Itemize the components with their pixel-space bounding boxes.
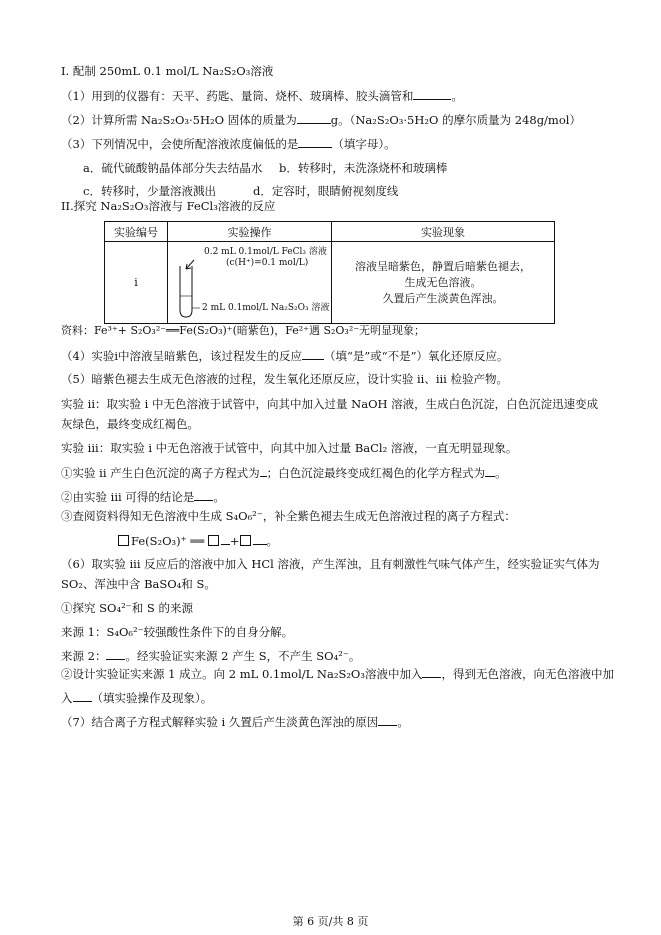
sub-question-6-2-text: ②设计实验证实来源 1 成立。向 2 mL 0.1mol/L Na₂S₂O₃溶液中加入	[61, 667, 423, 681]
option-d: d．定容时，眼睛俯视刻度线	[253, 184, 399, 198]
question-7-text: （7）结合离子方程式解释实验 i 久置后产生淡黄色浑浊的原因	[61, 715, 379, 729]
phenomenon-line: 久置后产生淡黄色浑浊。	[382, 291, 504, 305]
sub-question-6-2	[61, 665, 614, 682]
answer-blank[interactable]	[106, 647, 125, 660]
question-6-line-1: （6）取实验 iii 反应后的溶液中加入 HCl 溶液，产生浑浊，且有刺激性气味气体产生，经实验证实气体为	[61, 557, 600, 571]
option-b: b．转移时，未洗涤烧杯和玻璃棒	[279, 161, 448, 175]
answer-blank[interactable]	[297, 111, 331, 124]
sub-question-1-mid: ；白色沉淀最终变成红褐色的化学方程式为	[266, 466, 486, 480]
answer-blank[interactable]	[378, 713, 397, 726]
ion-equation	[118, 532, 278, 549]
reagent-top-acidity: (c(H⁺)=0.1 mol/L)	[226, 258, 309, 268]
question-7	[61, 713, 409, 730]
question-2	[61, 111, 581, 128]
continuation-text: 入	[61, 691, 73, 705]
page-footer: 第 6 页/共 8 页	[292, 915, 369, 928]
sub-question-1-text: ①实验 ii 产生白色沉淀的离子方程式为	[61, 466, 260, 480]
question-1: （1）用到的仪器有：天平、药匙、量筒、烧杯、玻璃棒、胶头滴管和 。	[61, 89, 463, 103]
answer-blank[interactable]	[413, 87, 451, 100]
option-a: a．硫代硫酸钠晶体部分失去结晶水	[83, 161, 263, 175]
reference-info: 资料：Fe³⁺+ S₂O₃²⁻══Fe(S₂O₃)⁺(暗紫色)，Fe²⁺遇 S₂O₃²⁻无明显现象；	[61, 324, 426, 337]
question-5: （5）暗紫色褪去生成无色溶液的过程，发生氧化还原反应，设计实验 ii、iii 检验产物。	[61, 372, 509, 386]
option-c: c．转移时，少量溶液溅出	[83, 184, 216, 198]
answer-blank[interactable]	[73, 689, 92, 702]
experiment-2-line-1: 实验 ii：取实验 i 中无色溶液于试管中，向其中加入过量 NaOH 溶液，生成白色沉淀，白色沉淀迅速变成	[61, 397, 599, 411]
answer-blank[interactable]	[485, 464, 495, 477]
table-header: 实验操作	[168, 222, 332, 242]
source-2	[61, 647, 360, 664]
sub-question-6-2-tail: ，得到无色溶液，向无色溶液中加	[441, 667, 614, 681]
sub-question-6-2-continued	[61, 689, 212, 706]
experiment-operation-cell	[168, 242, 332, 324]
sub-question-3: ③查阅资料得知无色溶液中生成 S₄O₆²⁻，补全紫色褪去生成无色溶液过程的离子方程式：	[61, 509, 516, 523]
equation-left: Fe(S₂O₃)⁺ ══	[131, 534, 205, 548]
sub-question-2	[61, 488, 225, 505]
sub-question-6-1: ①探究 SO₄²⁻和 S 的来源	[61, 601, 193, 615]
answer-blank[interactable]	[260, 464, 267, 477]
question-2-tail: g。（Na₂S₂O₃·5H₂O 的摩尔质量为 248g/mol）	[330, 113, 581, 127]
reagent-bottom: 2 mL 0.1mol/L Na₂S₂O₃ 溶液	[202, 303, 330, 313]
plus-sign: +	[229, 534, 240, 548]
period: 。	[495, 466, 507, 480]
answer-blank[interactable]	[298, 135, 332, 148]
period: 。	[213, 490, 225, 504]
question-6-line-2: SO₂、浑浊中含 BaSO₄和 S。	[61, 577, 216, 591]
table-header: 实验现象	[332, 222, 555, 242]
phenomenon-line: 生成无色溶液。	[404, 275, 482, 289]
table-header: 实验编号	[105, 222, 168, 242]
answer-blank[interactable]	[422, 665, 441, 678]
question-4-tail: （填“是”或“不是”）氧化还原反应。	[324, 349, 509, 363]
answer-blank[interactable]	[221, 532, 230, 545]
test-tube-icon	[180, 266, 192, 317]
sub-question-2-text: ②由实验 iii 可得的结论是	[61, 490, 195, 504]
question-1-text: （1）用到的仪器有：天平、药匙、量筒、烧杯、玻璃棒、胶头滴管和	[61, 89, 414, 103]
experiment-2-line-2: 灰绿色，最终变成红褐色。	[61, 417, 199, 431]
question-3-text: （3）下列情况中，会使所配溶液浓度偏低的是	[61, 137, 299, 151]
experiment-table	[104, 221, 555, 324]
part1-title: I. 配制 250mL 0.1 mol/L Na₂S₂O₃溶液	[61, 64, 274, 78]
part2-title: II.探究 Na₂S₂O₃溶液与 FeCl₃溶液的反应	[61, 199, 276, 213]
experiment-3: 实验 iii：取实验 i 中无色溶液于试管中，向其中加入过量 BaCl₂ 溶液，一直无明显现象。	[61, 441, 518, 455]
coefficient-box[interactable]	[118, 535, 129, 546]
source-2-text: 。经实验证实来源 2 产生 S，不产生 SO₄²⁻。	[125, 649, 361, 663]
question-3-tail: （填字母）。	[332, 137, 396, 151]
period: 。	[266, 534, 279, 548]
phenomenon-line: 溶液呈暗紫色，静置后暗紫色褪去，	[355, 259, 531, 273]
question-2-text: （2）计算所需 Na₂S₂O₃·5H₂O 固体的质量为	[61, 113, 297, 127]
source-1: 来源 1：S₄O₆²⁻较强酸性条件下的自身分解。	[61, 625, 294, 639]
question-4-text: （4）实验i中溶液呈暗紫色，该过程发生的反应	[61, 349, 302, 363]
coefficient-box[interactable]	[240, 535, 251, 546]
coefficient-box[interactable]	[208, 535, 219, 546]
period: 。	[397, 715, 409, 729]
question-4	[61, 347, 509, 364]
answer-blank[interactable]	[194, 488, 213, 501]
answer-blank[interactable]	[253, 532, 267, 545]
source-2-label: 来源 2：	[61, 649, 107, 663]
reagent-top: 0.2 mL 0.1mol/L FeCl₃ 溶液	[204, 247, 327, 257]
question-3	[61, 135, 396, 152]
experiment-id: i	[105, 242, 168, 324]
experiment-phenomenon	[332, 242, 555, 324]
answer-blank[interactable]	[302, 347, 324, 360]
continuation-tail: （填实验操作及现象）。	[91, 691, 213, 705]
sub-question-1	[61, 464, 507, 481]
